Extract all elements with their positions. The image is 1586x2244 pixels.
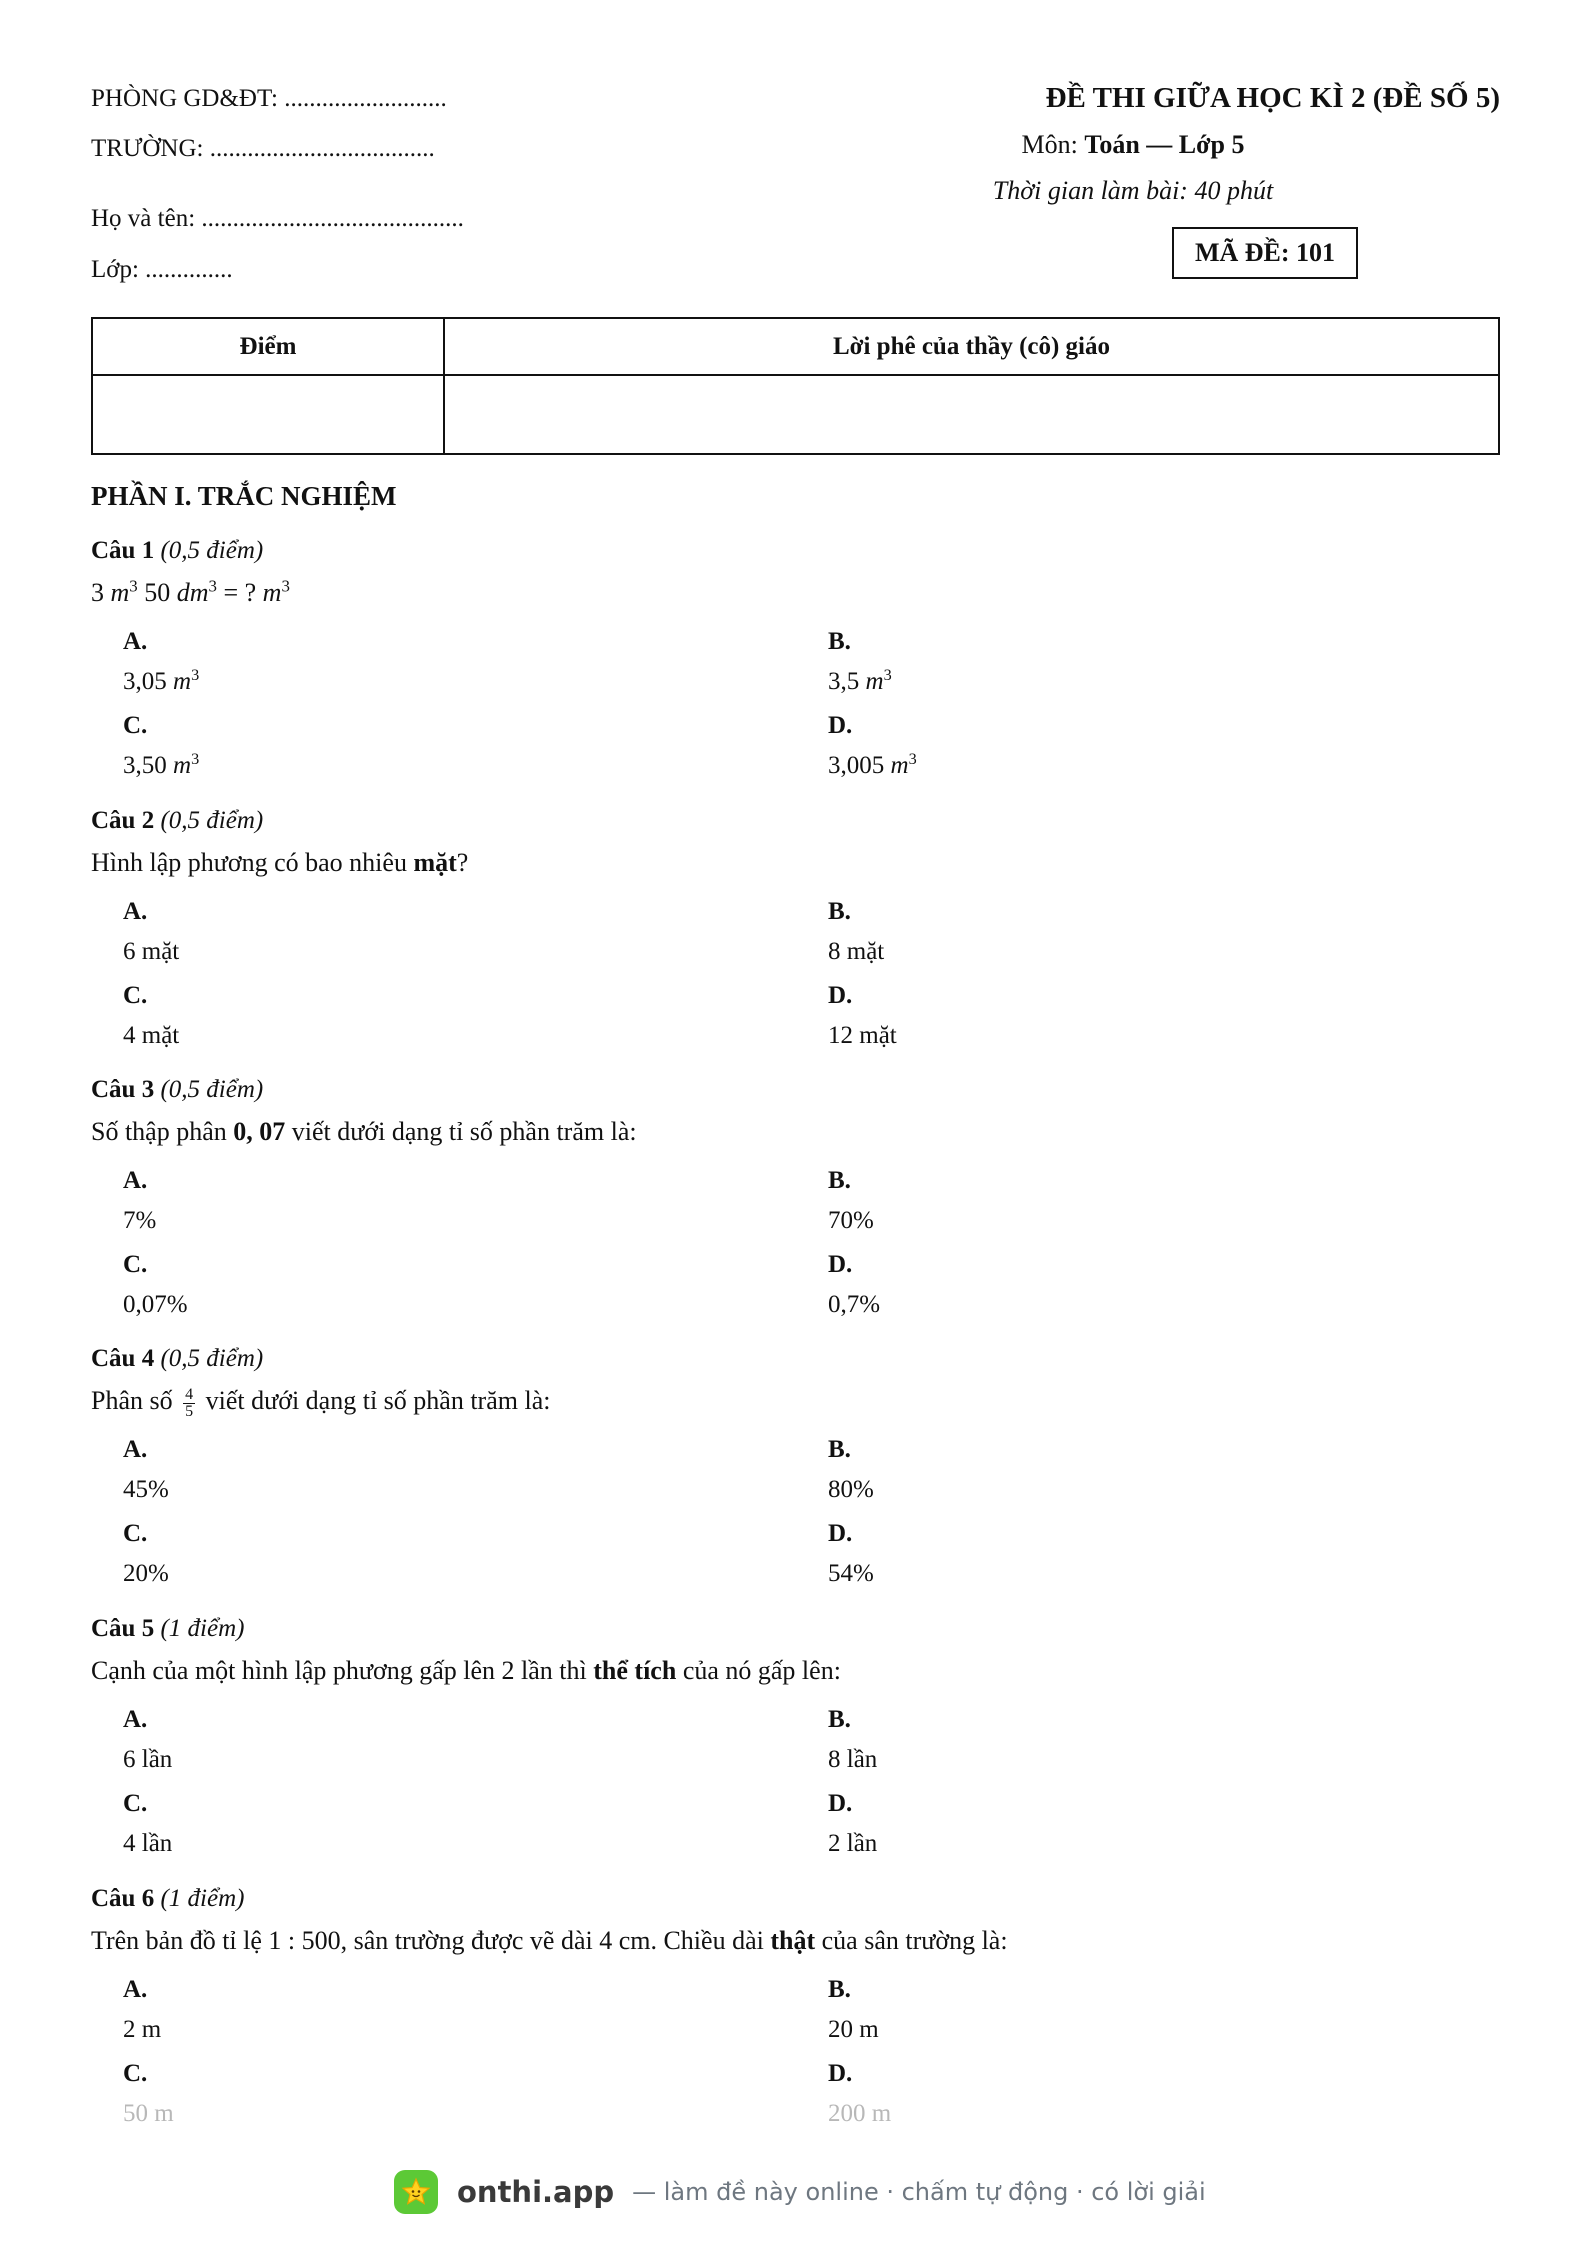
- question-number: Câu 1: [91, 537, 155, 564]
- footer-banner[interactable]: [0, 2161, 1586, 2223]
- q-text-before: Trên bản đồ tỉ lệ 1 : 500, sân trường được vẽ dài 4 cm. Chiều dài: [91, 1926, 771, 1955]
- option-b-value: [828, 668, 892, 696]
- option-a-letter[interactable]: A.: [123, 628, 148, 655]
- q-text-before: Cạnh của một hình lập phương gấp lên 2 lần thì: [91, 1656, 594, 1685]
- option-d-letter[interactable]: D.: [828, 1251, 853, 1278]
- option-unit: m: [173, 668, 192, 695]
- question-text: [91, 848, 468, 878]
- q-text-after: của sân trường là:: [815, 1926, 1008, 1955]
- question-points: (1 điểm): [160, 1885, 245, 1912]
- exam-title: ĐỀ THI GIỮA HỌC KÌ 2 (ĐỀ SỐ 5): [1045, 82, 1500, 114]
- ma-de-box: MÃ ĐỀ: 101: [1172, 227, 1358, 279]
- time-line: Thời gian làm bài: 40 phút: [992, 176, 1274, 205]
- option-b-letter[interactable]: B.: [828, 1976, 851, 2003]
- q-text-before: Phân số: [91, 1386, 180, 1415]
- option-a-value: 6 lần: [123, 1746, 173, 1773]
- q-text-bold: mặt: [413, 848, 457, 877]
- option-d-value: 2 lần: [828, 1830, 878, 1857]
- q1-exp-a: 3: [129, 576, 138, 596]
- option-exp: 3: [191, 750, 200, 769]
- option-b-value: 70%: [828, 1207, 874, 1234]
- question-points: (0,5 điểm): [160, 807, 264, 834]
- q1-text-c: = ?: [216, 578, 263, 607]
- star-icon: [394, 2170, 438, 2214]
- question-header: [91, 537, 263, 565]
- option-b-letter[interactable]: B.: [828, 1436, 851, 1463]
- option-c-letter[interactable]: C.: [123, 1251, 148, 1278]
- subject-line: [883, 130, 1383, 160]
- q-text-after: viết dưới dạng tỉ số phần trăm là:: [199, 1386, 551, 1415]
- option-a-letter[interactable]: A.: [123, 1167, 148, 1194]
- question-number: Câu 6: [91, 1885, 155, 1912]
- q1-exp-c: 3: [281, 576, 290, 596]
- question-header: [91, 807, 263, 835]
- option-unit: m: [865, 668, 884, 695]
- q1-unit-b: dm: [176, 578, 209, 607]
- option-b-value: 8 lần: [828, 1746, 878, 1773]
- q-text-after: của nó gấp lên:: [676, 1656, 841, 1685]
- option-d-value: [828, 752, 917, 780]
- question-number: Câu 3: [91, 1076, 155, 1103]
- option-b-value: 20 m: [828, 2016, 879, 2043]
- question-text: [91, 578, 290, 608]
- option-b-letter[interactable]: B.: [828, 628, 851, 655]
- option-a-letter[interactable]: A.: [123, 1976, 148, 2003]
- option-value-text: 3,005: [828, 752, 891, 779]
- option-value-text: 3,5: [828, 668, 866, 695]
- option-a-value: 2 m: [123, 2016, 162, 2043]
- option-b-letter[interactable]: B.: [828, 1706, 851, 1733]
- q1-unit-c: m: [262, 578, 282, 607]
- q-text-before: Hình lập phương có bao nhiêu: [91, 848, 414, 877]
- option-a-letter[interactable]: A.: [123, 898, 148, 925]
- question-number: Câu 5: [91, 1615, 155, 1642]
- comment-cell[interactable]: [445, 376, 1498, 453]
- q-text-bold: 0, 07: [233, 1117, 286, 1146]
- score-cell[interactable]: [93, 376, 443, 453]
- subject-value: Toán — Lớp 5: [1084, 130, 1245, 159]
- q-text-bold: thể tích: [593, 1656, 677, 1685]
- question-header: [91, 1076, 263, 1104]
- truong-line: TRƯỜNG: ....................................: [91, 135, 435, 162]
- q1-text-a: 3: [91, 578, 111, 607]
- star-icon-graphic: [401, 2177, 431, 2207]
- option-b-letter[interactable]: B.: [828, 1167, 851, 1194]
- q-text-before: Số thập phân: [91, 1117, 234, 1146]
- option-c-letter[interactable]: C.: [123, 2060, 148, 2087]
- question-number: Câu 2: [91, 807, 155, 834]
- ho-ten-line: Họ và tên: ..........................................: [91, 205, 464, 232]
- question-header: [91, 1615, 244, 1643]
- option-c-value: 20%: [123, 1560, 169, 1587]
- option-value-text: 3,50: [123, 752, 173, 779]
- footer-tagline: — làm đề này online · chấm tự động · có lời giải: [632, 2178, 1206, 2206]
- phong-gd-line: PHÒNG GD&ĐT: ..........................: [91, 85, 447, 112]
- question-text: [91, 1117, 637, 1147]
- option-d-letter[interactable]: D.: [828, 1790, 853, 1817]
- fraction: [183, 1387, 195, 1420]
- option-d-value: 0,7%: [828, 1291, 881, 1318]
- option-a-value: [123, 668, 199, 696]
- option-c-letter[interactable]: C.: [123, 982, 148, 1009]
- option-exp: 3: [191, 666, 200, 685]
- option-c-value: 50 m: [123, 2100, 174, 2127]
- option-d-letter[interactable]: D.: [828, 2060, 853, 2087]
- option-value-text: 3,05: [123, 668, 173, 695]
- option-exp: 3: [908, 750, 917, 769]
- lop-line: Lớp: ..............: [91, 256, 233, 283]
- fraction-denominator: 5: [185, 1402, 194, 1420]
- option-c-value: [123, 752, 199, 780]
- option-a-value: 45%: [123, 1476, 169, 1503]
- question-header: [91, 1345, 263, 1373]
- q-text-after: ?: [456, 848, 469, 877]
- question-points: (0,5 điểm): [160, 1345, 264, 1372]
- option-exp: 3: [883, 666, 892, 685]
- option-a-letter[interactable]: A.: [123, 1706, 148, 1733]
- option-a-value: 6 mặt: [123, 938, 180, 965]
- question-text: [91, 1926, 1008, 1956]
- footer-content[interactable]: [394, 2161, 1206, 2223]
- option-b-value: 80%: [828, 1476, 874, 1503]
- option-d-letter[interactable]: D.: [828, 982, 853, 1009]
- fraction-numerator: 4: [185, 1385, 194, 1403]
- option-d-letter[interactable]: D.: [828, 712, 853, 739]
- question-text: [91, 1386, 550, 1420]
- q1-unit-a: m: [110, 578, 130, 607]
- option-d-letter[interactable]: D.: [828, 1520, 853, 1547]
- question-number: Câu 4: [91, 1345, 155, 1372]
- question-points: (0,5 điểm): [160, 1076, 264, 1103]
- option-c-value: 4 lần: [123, 1830, 173, 1857]
- option-unit: m: [173, 752, 192, 779]
- question-points: (0,5 điểm): [160, 537, 264, 564]
- option-c-letter[interactable]: C.: [123, 1520, 148, 1547]
- brand-link[interactable]: onthi.app: [457, 2175, 615, 2209]
- option-unit: m: [890, 752, 909, 779]
- option-c-letter[interactable]: C.: [123, 712, 148, 739]
- question-points: (1 điểm): [160, 1615, 245, 1642]
- option-c-letter[interactable]: C.: [123, 1790, 148, 1817]
- score-table: [91, 317, 1500, 455]
- option-c-value: 4 mặt: [123, 1022, 180, 1049]
- option-b-value: 8 mặt: [828, 938, 885, 965]
- subject-prefix: Môn:: [1021, 130, 1085, 159]
- q1-exp-b: 3: [208, 576, 217, 596]
- option-d-value: 54%: [828, 1560, 874, 1587]
- option-a-value: 7%: [123, 1207, 157, 1234]
- q-text-after: viết dưới dạng tỉ số phần trăm là:: [285, 1117, 637, 1146]
- option-d-value: 12 mặt: [828, 1022, 897, 1049]
- question-header: [91, 1885, 244, 1913]
- q-text-bold: thật: [770, 1926, 816, 1955]
- comment-column-header: Lời phê của thầy (cô) giáo: [832, 333, 1111, 360]
- option-b-letter[interactable]: B.: [828, 898, 851, 925]
- option-d-value: 200 m: [828, 2100, 892, 2127]
- q1-text-b: 50: [137, 578, 177, 607]
- option-a-letter[interactable]: A.: [123, 1436, 148, 1463]
- option-c-value: 0,07%: [123, 1291, 188, 1318]
- part-1-title: PHẦN I. TRẮC NGHIỆM: [91, 481, 397, 511]
- question-text: [91, 1656, 841, 1686]
- score-column-header: Điểm: [239, 333, 297, 360]
